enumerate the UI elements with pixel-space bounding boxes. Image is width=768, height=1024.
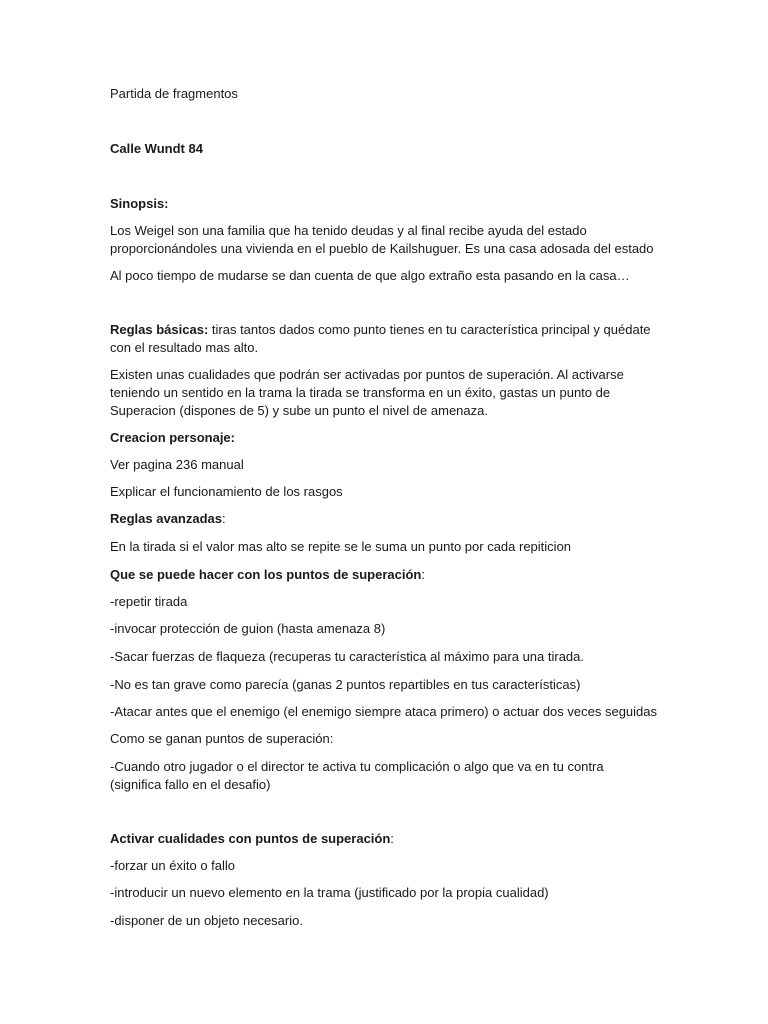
- list-item-introducir: -introducir un nuevo elemento en la trama (justificado por la propia cualidad): [110, 885, 549, 900]
- cualidades-line-1: Existen unas cualidades que podrán ser activadas por puntos de superación. Al activarse: [110, 367, 624, 382]
- activar-cualidades-label: Activar cualidades con puntos de superación: [110, 831, 391, 846]
- reglas-basicas-label: Reglas básicas:: [110, 322, 209, 337]
- ver-pagina-text: Ver pagina 236 manual: [110, 457, 244, 472]
- reglas-basicas-text: tiras tantos dados como punto tienes en tu característica principal y quédate: [208, 322, 651, 337]
- que-se-puede-heading: [110, 566, 670, 584]
- como-se-ganan-text: Como se ganan puntos de superación:: [110, 731, 334, 746]
- list-item-disponer: -disponer de un objeto necesario.: [110, 913, 303, 928]
- explicar-rasgos-text: Explicar el funcionamiento de los rasgos: [110, 484, 343, 499]
- cuando-line-1: -Cuando otro jugador o el director te activa tu complicación o algo que va en tu contra: [110, 759, 604, 774]
- cualidades-line-2: teniendo un sentido en la trama la tirada se transforma en un éxito, gastas un punto de: [110, 385, 611, 400]
- sinopsis-paragraph-line-2: proporcionándoles una vivienda en el pueblo de Kailshuguer. Es una casa adosada del estado: [110, 241, 654, 256]
- list-item-invocar: -invocar protección de guion (hasta amenaza 8): [110, 621, 386, 636]
- tirada-repite-text: En la tirada si el valor mas alto se repite se le suma un punto por cada repiticion: [110, 539, 572, 554]
- sinopsis-paragraph-2: Al poco tiempo de mudarse se dan cuenta de que algo extraño esta pasando en la casa…: [110, 268, 630, 283]
- list-item-sacar: -Sacar fuerzas de flaqueza (recuperas tu característica al máximo para una tirada.: [110, 649, 585, 664]
- cualidades-line-3: Superacion (dispones de 5) y sube un punto el nivel de amenaza.: [110, 403, 488, 418]
- activar-cualidades-heading: [110, 830, 670, 848]
- sinopsis-heading: Sinopsis:: [110, 196, 169, 211]
- reglas-basicas-line-2: con el resultado mas alto.: [110, 340, 259, 355]
- document-title: Partida de fragmentos: [110, 86, 238, 101]
- list-item-atacar: -Atacar antes que el enemigo (el enemigo siempre ataca primero) o actuar dos veces seguidas: [110, 704, 658, 719]
- que-se-puede-label: Que se puede hacer con los puntos de superación: [110, 567, 422, 582]
- list-item-forzar: -forzar un éxito o fallo: [110, 858, 236, 873]
- document-subtitle: Calle Wundt 84: [110, 141, 203, 156]
- sinopsis-paragraph-line-1: Los Weigel son una familia que ha tenido deudas y al final recibe ayuda del estado: [110, 223, 587, 238]
- reglas-avanzadas-label: Reglas avanzadas: [110, 511, 223, 526]
- reglas-avanzadas-heading: [110, 510, 670, 528]
- creacion-personaje-heading: Creacion personaje:: [110, 430, 235, 445]
- reglas-avanzadas-colon: :: [222, 511, 226, 526]
- reglas-basicas-line-1: [110, 321, 670, 339]
- cuando-line-2: (significa fallo en el desafio): [110, 777, 271, 792]
- list-item-repetir: -repetir tirada: [110, 594, 188, 609]
- list-item-no-es-tan-grave: -No es tan grave como parecía (ganas 2 puntos repartibles en tus características): [110, 677, 581, 692]
- activar-cualidades-colon: :: [390, 831, 394, 846]
- que-se-puede-colon: :: [421, 567, 425, 582]
